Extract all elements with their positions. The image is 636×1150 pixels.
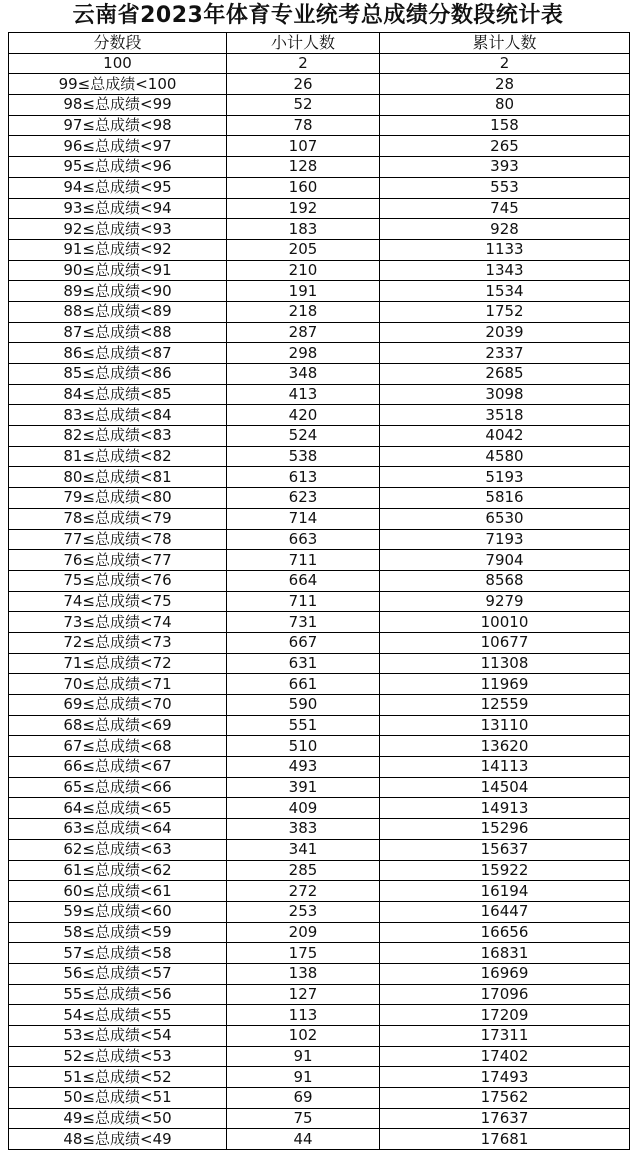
score-range-cell: 65≤总成绩<66 bbox=[9, 777, 227, 798]
table-row bbox=[9, 157, 630, 178]
score-range-cell: 83≤总成绩<84 bbox=[9, 405, 227, 426]
subtotal-count-cell: 191 bbox=[227, 281, 380, 302]
table-row bbox=[9, 529, 630, 550]
table-row bbox=[9, 405, 630, 426]
cumulative-count-cell: 14913 bbox=[380, 798, 630, 819]
cumulative-count-cell: 17402 bbox=[380, 1046, 630, 1067]
score-range-cell: 82≤总成绩<83 bbox=[9, 426, 227, 447]
table-header-row bbox=[9, 33, 630, 54]
subtotal-count-cell: 128 bbox=[227, 157, 380, 178]
subtotal-count-cell: 287 bbox=[227, 322, 380, 343]
score-range-cell: 98≤总成绩<99 bbox=[9, 95, 227, 116]
table-row bbox=[9, 963, 630, 984]
subtotal-count-cell: 524 bbox=[227, 426, 380, 447]
table-row bbox=[9, 446, 630, 467]
table-row bbox=[9, 1005, 630, 1026]
score-range-cell: 71≤总成绩<72 bbox=[9, 653, 227, 674]
table-row bbox=[9, 384, 630, 405]
score-range-cell: 63≤总成绩<64 bbox=[9, 819, 227, 840]
score-range-cell: 53≤总成绩<54 bbox=[9, 1026, 227, 1047]
header-cumulative-count: 累计人数 bbox=[380, 33, 630, 54]
cumulative-count-cell: 16194 bbox=[380, 881, 630, 902]
cumulative-count-cell: 13620 bbox=[380, 736, 630, 757]
subtotal-count-cell: 113 bbox=[227, 1005, 380, 1026]
cumulative-count-cell: 7193 bbox=[380, 529, 630, 550]
table-row bbox=[9, 819, 630, 840]
table-row bbox=[9, 550, 630, 571]
subtotal-count-cell: 138 bbox=[227, 963, 380, 984]
subtotal-count-cell: 731 bbox=[227, 612, 380, 633]
cumulative-count-cell: 2 bbox=[380, 53, 630, 74]
score-range-cell: 92≤总成绩<93 bbox=[9, 219, 227, 240]
score-range-cell: 78≤总成绩<79 bbox=[9, 508, 227, 529]
cumulative-count-cell: 928 bbox=[380, 219, 630, 240]
subtotal-count-cell: 714 bbox=[227, 508, 380, 529]
table-row bbox=[9, 674, 630, 695]
score-range-cell: 94≤总成绩<95 bbox=[9, 177, 227, 198]
subtotal-count-cell: 551 bbox=[227, 715, 380, 736]
table-row bbox=[9, 301, 630, 322]
table-row bbox=[9, 632, 630, 653]
cumulative-count-cell: 1752 bbox=[380, 301, 630, 322]
score-range-cell: 64≤总成绩<65 bbox=[9, 798, 227, 819]
table-row bbox=[9, 1108, 630, 1129]
table-row bbox=[9, 426, 630, 447]
table-row bbox=[9, 508, 630, 529]
subtotal-count-cell: 711 bbox=[227, 591, 380, 612]
score-range-cell: 80≤总成绩<81 bbox=[9, 467, 227, 488]
table-row bbox=[9, 322, 630, 343]
table-row bbox=[9, 53, 630, 74]
cumulative-count-cell: 745 bbox=[380, 198, 630, 219]
subtotal-count-cell: 383 bbox=[227, 819, 380, 840]
score-range-cell: 74≤总成绩<75 bbox=[9, 591, 227, 612]
subtotal-count-cell: 623 bbox=[227, 488, 380, 509]
table-row bbox=[9, 881, 630, 902]
table-row bbox=[9, 736, 630, 757]
table-row bbox=[9, 219, 630, 240]
cumulative-count-cell: 80 bbox=[380, 95, 630, 116]
table-row bbox=[9, 1088, 630, 1109]
score-range-cell: 62≤总成绩<63 bbox=[9, 839, 227, 860]
subtotal-count-cell: 160 bbox=[227, 177, 380, 198]
score-range-cell: 91≤总成绩<92 bbox=[9, 239, 227, 260]
score-range-cell: 69≤总成绩<70 bbox=[9, 695, 227, 716]
score-range-cell: 75≤总成绩<76 bbox=[9, 570, 227, 591]
cumulative-count-cell: 16969 bbox=[380, 963, 630, 984]
subtotal-count-cell: 667 bbox=[227, 632, 380, 653]
cumulative-count-cell: 17637 bbox=[380, 1108, 630, 1129]
table-row bbox=[9, 1026, 630, 1047]
cumulative-count-cell: 17311 bbox=[380, 1026, 630, 1047]
table-row bbox=[9, 198, 630, 219]
subtotal-count-cell: 183 bbox=[227, 219, 380, 240]
subtotal-count-cell: 175 bbox=[227, 943, 380, 964]
score-distribution-table bbox=[8, 32, 630, 1150]
score-range-cell: 48≤总成绩<49 bbox=[9, 1129, 227, 1150]
subtotal-count-cell: 391 bbox=[227, 777, 380, 798]
table-row bbox=[9, 239, 630, 260]
score-range-cell: 70≤总成绩<71 bbox=[9, 674, 227, 695]
score-range-cell: 89≤总成绩<90 bbox=[9, 281, 227, 302]
cumulative-count-cell: 158 bbox=[380, 115, 630, 136]
table-row bbox=[9, 798, 630, 819]
score-range-cell: 85≤总成绩<86 bbox=[9, 364, 227, 385]
subtotal-count-cell: 272 bbox=[227, 881, 380, 902]
cumulative-count-cell: 17681 bbox=[380, 1129, 630, 1150]
score-range-cell: 73≤总成绩<74 bbox=[9, 612, 227, 633]
subtotal-count-cell: 298 bbox=[227, 343, 380, 364]
cumulative-count-cell: 5816 bbox=[380, 488, 630, 509]
table-row bbox=[9, 467, 630, 488]
table-row bbox=[9, 922, 630, 943]
cumulative-count-cell: 6530 bbox=[380, 508, 630, 529]
subtotal-count-cell: 78 bbox=[227, 115, 380, 136]
table-row bbox=[9, 488, 630, 509]
subtotal-count-cell: 664 bbox=[227, 570, 380, 591]
subtotal-count-cell: 69 bbox=[227, 1088, 380, 1109]
table-row bbox=[9, 115, 630, 136]
subtotal-count-cell: 663 bbox=[227, 529, 380, 550]
subtotal-count-cell: 52 bbox=[227, 95, 380, 116]
cumulative-count-cell: 13110 bbox=[380, 715, 630, 736]
cumulative-count-cell: 16656 bbox=[380, 922, 630, 943]
score-range-cell: 72≤总成绩<73 bbox=[9, 632, 227, 653]
table-row bbox=[9, 943, 630, 964]
subtotal-count-cell: 253 bbox=[227, 901, 380, 922]
table-row bbox=[9, 1067, 630, 1088]
table-row bbox=[9, 1129, 630, 1150]
subtotal-count-cell: 192 bbox=[227, 198, 380, 219]
cumulative-count-cell: 265 bbox=[380, 136, 630, 157]
cumulative-count-cell: 10677 bbox=[380, 632, 630, 653]
cumulative-count-cell: 7904 bbox=[380, 550, 630, 571]
score-range-cell: 50≤总成绩<51 bbox=[9, 1088, 227, 1109]
table-row bbox=[9, 177, 630, 198]
cumulative-count-cell: 3518 bbox=[380, 405, 630, 426]
subtotal-count-cell: 91 bbox=[227, 1046, 380, 1067]
subtotal-count-cell: 413 bbox=[227, 384, 380, 405]
table-row bbox=[9, 984, 630, 1005]
score-range-cell: 60≤总成绩<61 bbox=[9, 881, 227, 902]
subtotal-count-cell: 26 bbox=[227, 74, 380, 95]
score-range-cell: 81≤总成绩<82 bbox=[9, 446, 227, 467]
cumulative-count-cell: 15637 bbox=[380, 839, 630, 860]
header-score-range: 分数段 bbox=[9, 33, 227, 54]
subtotal-count-cell: 420 bbox=[227, 405, 380, 426]
subtotal-count-cell: 75 bbox=[227, 1108, 380, 1129]
score-range-cell: 52≤总成绩<53 bbox=[9, 1046, 227, 1067]
subtotal-count-cell: 209 bbox=[227, 922, 380, 943]
table-row bbox=[9, 281, 630, 302]
cumulative-count-cell: 11969 bbox=[380, 674, 630, 695]
score-range-cell: 96≤总成绩<97 bbox=[9, 136, 227, 157]
table-row bbox=[9, 74, 630, 95]
subtotal-count-cell: 107 bbox=[227, 136, 380, 157]
score-range-cell: 66≤总成绩<67 bbox=[9, 757, 227, 778]
score-range-cell: 61≤总成绩<62 bbox=[9, 860, 227, 881]
cumulative-count-cell: 553 bbox=[380, 177, 630, 198]
table-row bbox=[9, 343, 630, 364]
subtotal-count-cell: 102 bbox=[227, 1026, 380, 1047]
table-row bbox=[9, 364, 630, 385]
table-row bbox=[9, 591, 630, 612]
subtotal-count-cell: 493 bbox=[227, 757, 380, 778]
table-row bbox=[9, 653, 630, 674]
cumulative-count-cell: 2337 bbox=[380, 343, 630, 364]
subtotal-count-cell: 341 bbox=[227, 839, 380, 860]
cumulative-count-cell: 12559 bbox=[380, 695, 630, 716]
table-row bbox=[9, 260, 630, 281]
table-row bbox=[9, 570, 630, 591]
cumulative-count-cell: 17562 bbox=[380, 1088, 630, 1109]
score-range-cell: 87≤总成绩<88 bbox=[9, 322, 227, 343]
cumulative-count-cell: 2685 bbox=[380, 364, 630, 385]
table-row bbox=[9, 695, 630, 716]
cumulative-count-cell: 393 bbox=[380, 157, 630, 178]
subtotal-count-cell: 590 bbox=[227, 695, 380, 716]
cumulative-count-cell: 4042 bbox=[380, 426, 630, 447]
score-range-cell: 58≤总成绩<59 bbox=[9, 922, 227, 943]
score-range-cell: 86≤总成绩<87 bbox=[9, 343, 227, 364]
cumulative-count-cell: 8568 bbox=[380, 570, 630, 591]
score-range-cell: 100 bbox=[9, 53, 227, 74]
cumulative-count-cell: 17209 bbox=[380, 1005, 630, 1026]
cumulative-count-cell: 15922 bbox=[380, 860, 630, 881]
cumulative-count-cell: 9279 bbox=[380, 591, 630, 612]
subtotal-count-cell: 613 bbox=[227, 467, 380, 488]
cumulative-count-cell: 1534 bbox=[380, 281, 630, 302]
subtotal-count-cell: 218 bbox=[227, 301, 380, 322]
table-body bbox=[9, 53, 630, 1149]
cumulative-count-cell: 10010 bbox=[380, 612, 630, 633]
score-range-cell: 67≤总成绩<68 bbox=[9, 736, 227, 757]
score-range-cell: 51≤总成绩<52 bbox=[9, 1067, 227, 1088]
score-range-cell: 88≤总成绩<89 bbox=[9, 301, 227, 322]
cumulative-count-cell: 16447 bbox=[380, 901, 630, 922]
table-row bbox=[9, 901, 630, 922]
table-row bbox=[9, 612, 630, 633]
page-title: 云南省2023年体育专业统考总成绩分数段统计表 bbox=[72, 3, 564, 28]
cumulative-count-cell: 5193 bbox=[380, 467, 630, 488]
subtotal-count-cell: 205 bbox=[227, 239, 380, 260]
cumulative-count-cell: 1343 bbox=[380, 260, 630, 281]
table-row bbox=[9, 95, 630, 116]
cumulative-count-cell: 1133 bbox=[380, 239, 630, 260]
score-range-cell: 77≤总成绩<78 bbox=[9, 529, 227, 550]
score-range-cell: 57≤总成绩<58 bbox=[9, 943, 227, 964]
cumulative-count-cell: 2039 bbox=[380, 322, 630, 343]
subtotal-count-cell: 91 bbox=[227, 1067, 380, 1088]
score-range-cell: 97≤总成绩<98 bbox=[9, 115, 227, 136]
cumulative-count-cell: 17493 bbox=[380, 1067, 630, 1088]
score-range-cell: 95≤总成绩<96 bbox=[9, 157, 227, 178]
cumulative-count-cell: 28 bbox=[380, 74, 630, 95]
table-row bbox=[9, 136, 630, 157]
subtotal-count-cell: 285 bbox=[227, 860, 380, 881]
table-row bbox=[9, 839, 630, 860]
subtotal-count-cell: 711 bbox=[227, 550, 380, 571]
subtotal-count-cell: 348 bbox=[227, 364, 380, 385]
score-range-cell: 84≤总成绩<85 bbox=[9, 384, 227, 405]
subtotal-count-cell: 631 bbox=[227, 653, 380, 674]
table-row bbox=[9, 1046, 630, 1067]
score-range-cell: 59≤总成绩<60 bbox=[9, 901, 227, 922]
score-range-cell: 56≤总成绩<57 bbox=[9, 963, 227, 984]
subtotal-count-cell: 44 bbox=[227, 1129, 380, 1150]
subtotal-count-cell: 661 bbox=[227, 674, 380, 695]
subtotal-count-cell: 538 bbox=[227, 446, 380, 467]
subtotal-count-cell: 510 bbox=[227, 736, 380, 757]
cumulative-count-cell: 17096 bbox=[380, 984, 630, 1005]
score-range-cell: 49≤总成绩<50 bbox=[9, 1108, 227, 1129]
cumulative-count-cell: 15296 bbox=[380, 819, 630, 840]
score-range-cell: 99≤总成绩<100 bbox=[9, 74, 227, 95]
cumulative-count-cell: 11308 bbox=[380, 653, 630, 674]
cumulative-count-cell: 14504 bbox=[380, 777, 630, 798]
score-range-cell: 55≤总成绩<56 bbox=[9, 984, 227, 1005]
cumulative-count-cell: 14113 bbox=[380, 757, 630, 778]
table-row bbox=[9, 715, 630, 736]
score-range-cell: 68≤总成绩<69 bbox=[9, 715, 227, 736]
score-range-cell: 93≤总成绩<94 bbox=[9, 198, 227, 219]
score-range-cell: 76≤总成绩<77 bbox=[9, 550, 227, 571]
subtotal-count-cell: 2 bbox=[227, 53, 380, 74]
score-range-cell: 54≤总成绩<55 bbox=[9, 1005, 227, 1026]
cumulative-count-cell: 4580 bbox=[380, 446, 630, 467]
table-row bbox=[9, 757, 630, 778]
score-range-cell: 79≤总成绩<80 bbox=[9, 488, 227, 509]
score-range-cell: 90≤总成绩<91 bbox=[9, 260, 227, 281]
subtotal-count-cell: 127 bbox=[227, 984, 380, 1005]
cumulative-count-cell: 3098 bbox=[380, 384, 630, 405]
table-row bbox=[9, 777, 630, 798]
subtotal-count-cell: 210 bbox=[227, 260, 380, 281]
subtotal-count-cell: 409 bbox=[227, 798, 380, 819]
table-row bbox=[9, 860, 630, 881]
header-subtotal-count: 小计人数 bbox=[227, 33, 380, 54]
cumulative-count-cell: 16831 bbox=[380, 943, 630, 964]
